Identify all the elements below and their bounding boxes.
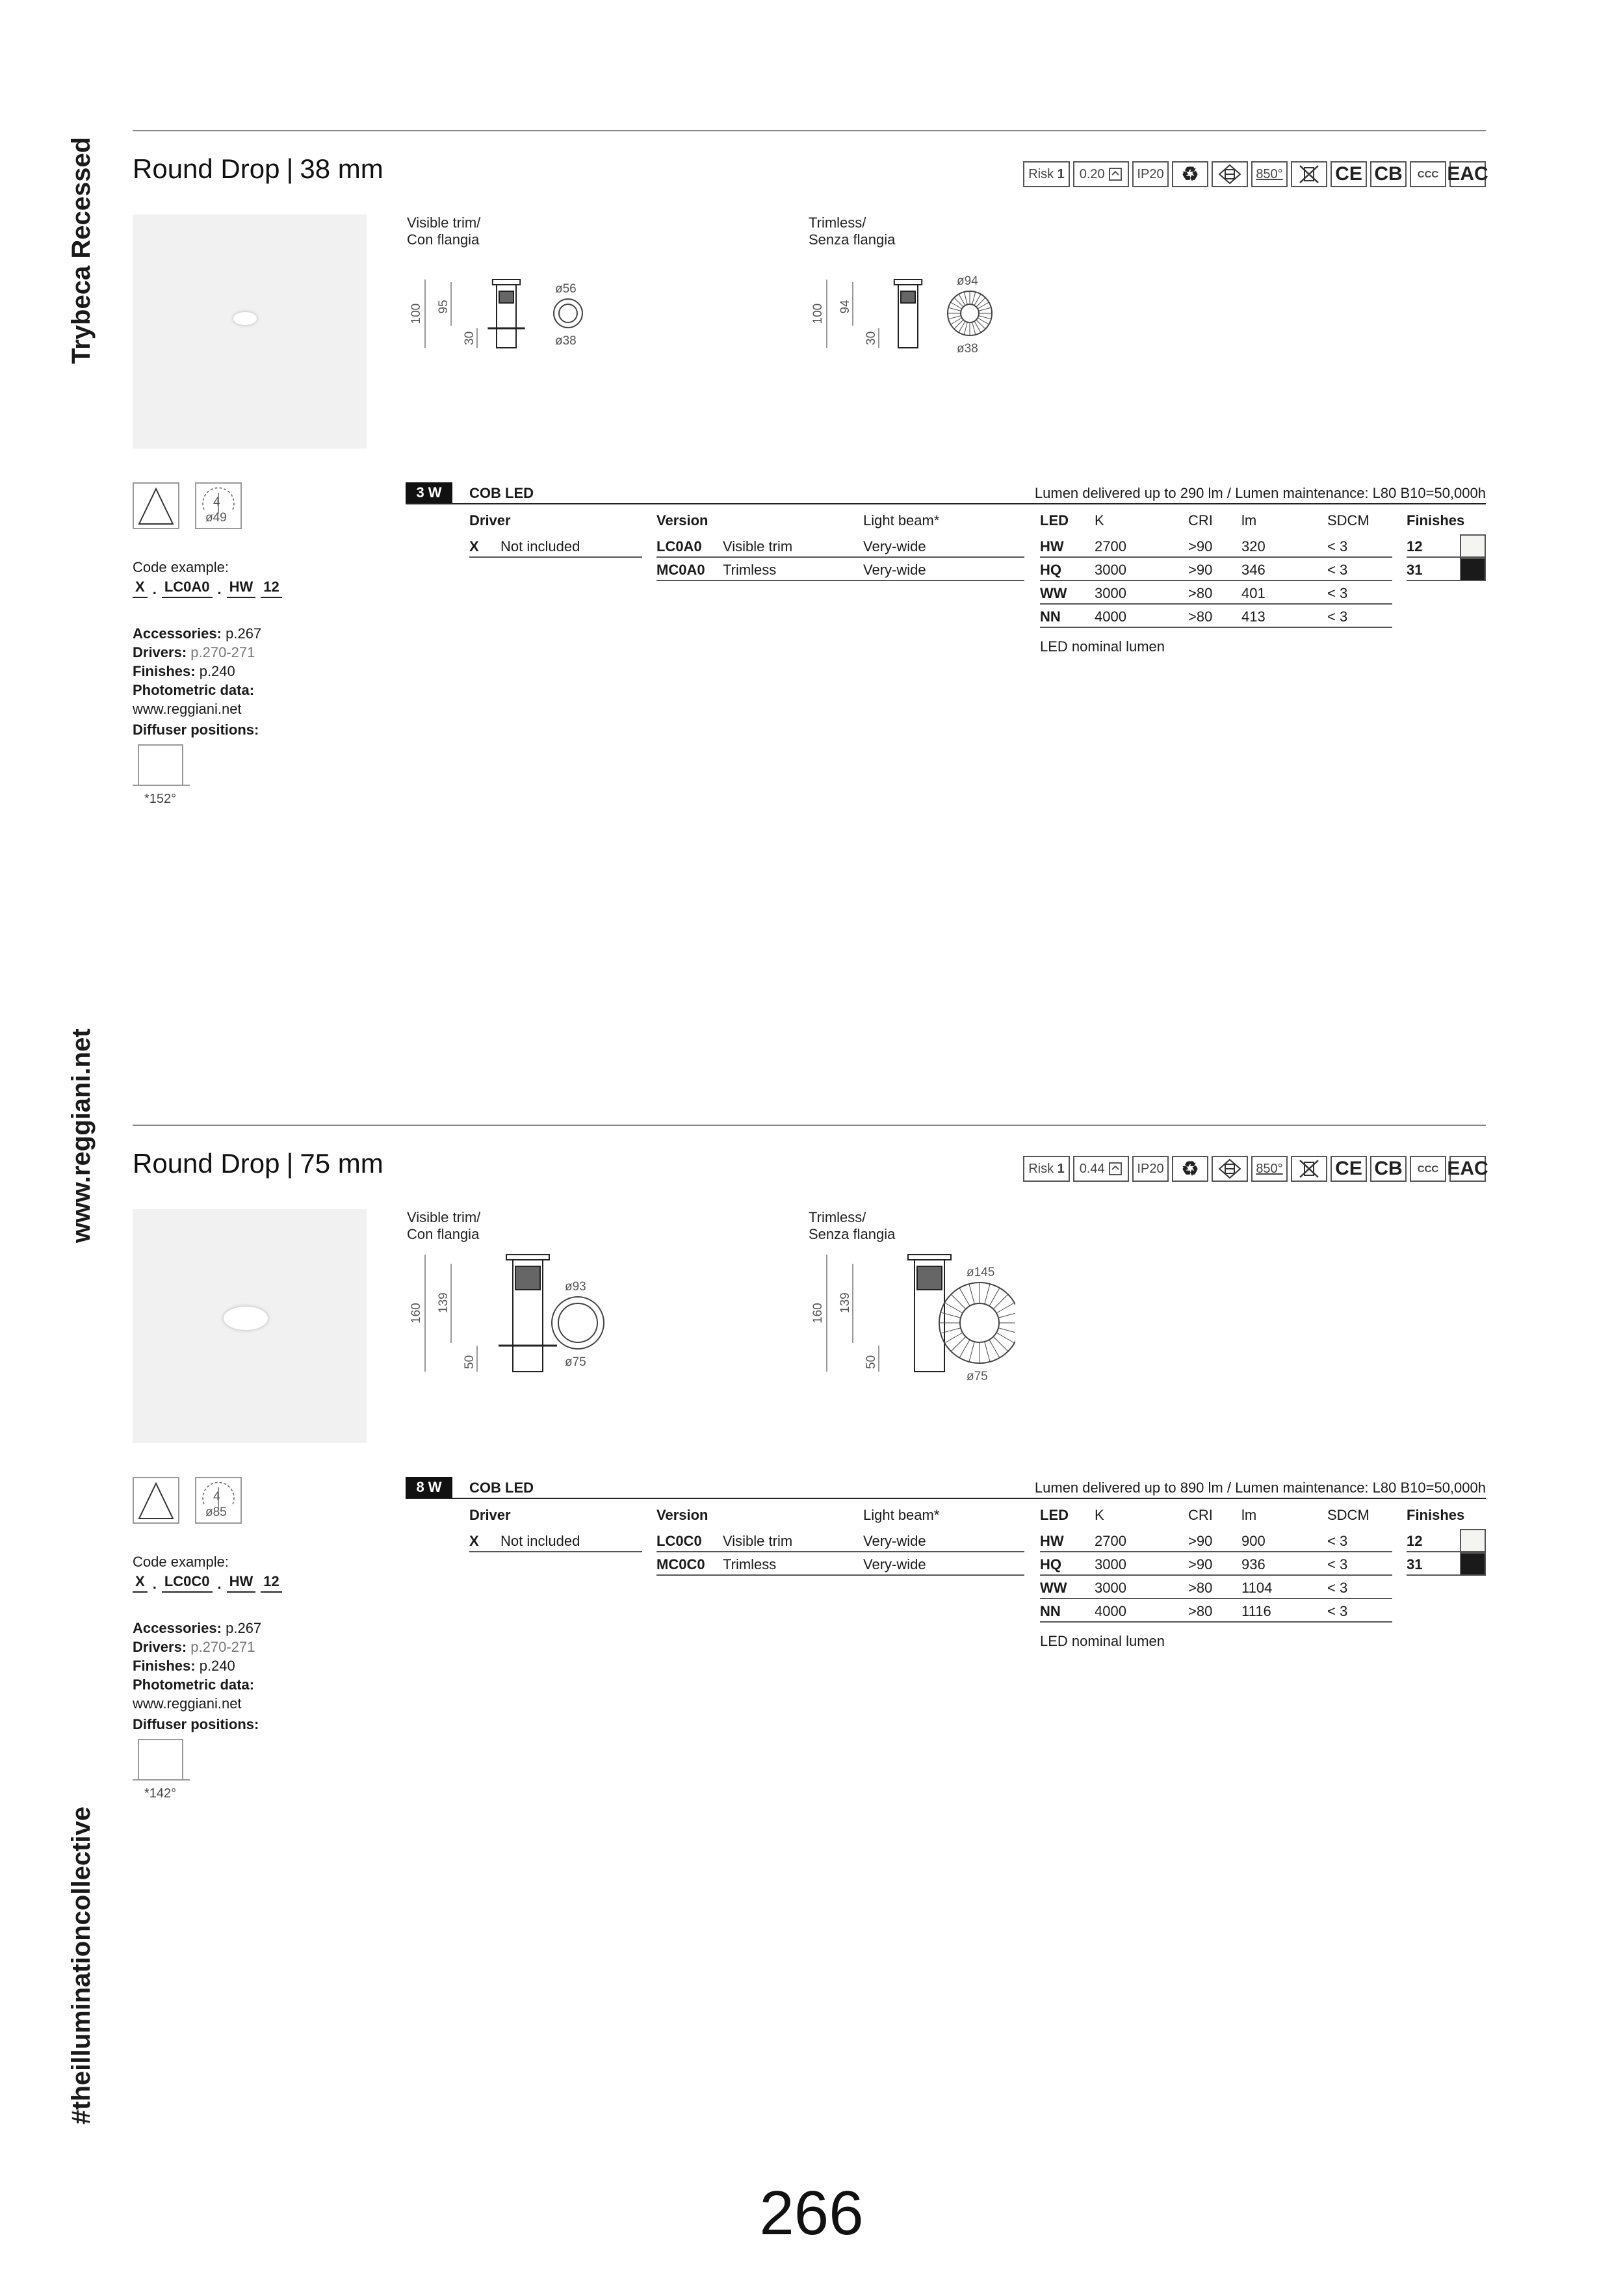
sdcm-header: SDCM — [1327, 512, 1370, 528]
ip-rating-icon: IP20 — [1132, 161, 1169, 187]
height-total: 160 — [811, 1303, 825, 1324]
sdcm: < 3 — [1327, 1556, 1348, 1572]
led-code: HW — [1040, 538, 1064, 554]
trimless-label: Trimless/ Senza flangia — [809, 215, 896, 248]
led-type: COB LED — [469, 485, 534, 501]
side-section-title: Trybeca Recessed — [67, 137, 96, 364]
kelvin: 3000 — [1095, 585, 1126, 601]
fixture-side-view — [487, 280, 525, 348]
cri: >90 — [1188, 1556, 1213, 1572]
version-code: MC0C0 — [656, 1556, 705, 1572]
product-block — [133, 130, 1486, 910]
fixture-front-view — [552, 1297, 604, 1349]
references — [133, 1619, 261, 1713]
driver-label: Not included — [500, 538, 580, 554]
table-row — [1040, 1576, 1392, 1599]
side-hashtag: #theilluminationcollective — [67, 1806, 96, 2124]
code-example-label: Code example: — [133, 559, 229, 575]
product-photo — [133, 215, 367, 449]
cri: >80 — [1188, 1603, 1213, 1619]
diameter-outer: ø56 — [555, 282, 577, 296]
code-finish: 12 — [261, 1573, 281, 1593]
cri: >80 — [1188, 585, 1213, 601]
kelvin-header: K — [1095, 512, 1104, 528]
fixture-side-view — [894, 280, 922, 348]
light-beam-header: Light beam* — [863, 512, 940, 528]
lumen-header: lm — [1241, 1507, 1257, 1523]
kelvin: 3000 — [1095, 562, 1126, 578]
finish-code: 12 — [1407, 1533, 1423, 1549]
height-body: 139 — [437, 1292, 450, 1313]
visible-trim-label: Visible trim/ Con flangia — [407, 1209, 481, 1242]
finish-code: 31 — [1407, 1556, 1423, 1572]
diffuser-angle: *152° — [144, 792, 177, 806]
version-label: Trimless — [723, 562, 777, 578]
kelvin: 2700 — [1095, 1533, 1126, 1549]
code-finish: 12 — [261, 579, 281, 598]
version-beam: Very-wide — [863, 1533, 926, 1549]
product-title — [133, 153, 383, 185]
led-header: LED — [1040, 1507, 1069, 1523]
ccc-mark-icon: CCC — [1410, 161, 1446, 187]
diameter-cutout: ø75 — [565, 1355, 586, 1369]
page-number: 266 — [759, 2178, 864, 2248]
table-row — [1040, 534, 1392, 558]
sdcm: < 3 — [1327, 608, 1348, 625]
finish-swatch-black[interactable] — [1460, 1552, 1486, 1576]
height-trim: 50 — [864, 1355, 878, 1369]
code-driver: X — [133, 579, 148, 598]
driver-code: X — [469, 1533, 479, 1549]
ref-drivers[interactable]: Drivers: p.270-271 — [133, 1639, 255, 1655]
finish-swatch-white[interactable] — [1460, 1529, 1486, 1552]
ref-accessories[interactable]: Accessories: p.267 — [133, 1620, 262, 1636]
lumen-header: lm — [1241, 512, 1257, 528]
risk-group-icon: Risk 1 — [1023, 161, 1070, 187]
version-label: Trimless — [723, 1556, 777, 1572]
table-row — [1040, 605, 1392, 628]
ccc-mark-icon: CCC — [1410, 1156, 1446, 1182]
code-version: LC0A0 — [162, 579, 213, 598]
version-header: Version — [656, 1507, 708, 1523]
code-dot: . — [152, 581, 157, 597]
table-row — [469, 1529, 642, 1552]
trimless-drawing — [801, 1235, 1015, 1424]
ref-drivers[interactable]: Drivers: p.270-271 — [133, 644, 255, 660]
product-block — [133, 1125, 1486, 1905]
finishes-header: Finishes — [1407, 1507, 1465, 1523]
min-distance-icon: 0.44 — [1073, 1156, 1129, 1182]
lumen: 413 — [1241, 608, 1266, 625]
diameter-outer: ø93 — [565, 1280, 586, 1294]
lumen: 1104 — [1241, 1580, 1273, 1596]
height-total: 100 — [811, 303, 825, 324]
cri: >80 — [1188, 608, 1213, 625]
cri: >90 — [1188, 562, 1213, 578]
led-nominal-note: LED nominal lumen — [1040, 638, 1165, 655]
recycle-icon: ♻ — [1172, 161, 1208, 187]
kelvin: 4000 — [1095, 608, 1126, 625]
beam-diameter-icon — [195, 1477, 242, 1524]
cri-header: CRI — [1188, 512, 1213, 528]
diameter-cutout: ø75 — [967, 1370, 988, 1383]
sdcm: < 3 — [1327, 1603, 1348, 1619]
version-beam: Very-wide — [863, 562, 926, 578]
cb-mark-icon: CB — [1370, 1156, 1407, 1182]
beam-diameter: ø49 — [205, 511, 227, 525]
height-body: 94 — [838, 300, 852, 314]
table-row — [469, 534, 642, 558]
led-type: COB LED — [469, 1480, 534, 1496]
code-driver: X — [133, 1573, 148, 1593]
diffuser-base — [133, 785, 190, 786]
led-code: WW — [1040, 585, 1067, 601]
fixture-front-view — [554, 299, 582, 328]
visible-trim-drawing — [399, 1235, 614, 1424]
side-website[interactable]: www.reggiani.net — [67, 1028, 96, 1243]
height-body: 95 — [437, 300, 450, 314]
ce-mark-icon: CE — [1331, 161, 1367, 187]
cri: >80 — [1188, 1580, 1213, 1596]
sdcm: < 3 — [1327, 1580, 1348, 1596]
product-photo — [133, 1209, 367, 1443]
finish-row[interactable] — [1407, 1529, 1486, 1552]
downlight-spot — [224, 1307, 268, 1330]
led-code: WW — [1040, 1580, 1067, 1596]
dimension-lines — [425, 1255, 477, 1372]
code-led: HW — [227, 579, 256, 598]
table-row — [656, 534, 1024, 558]
ref-website-link[interactable]: www.reggiani.net — [133, 701, 242, 717]
lumen-maintenance: Lumen delivered up to 290 lm / Lumen maintenance: L80 B10=50,000h — [1034, 485, 1486, 501]
diffuser-base — [133, 1779, 190, 1781]
title-separator: | — [286, 1148, 294, 1179]
risk-group-icon: Risk 1 — [1023, 1156, 1070, 1182]
optic-icon — [133, 1477, 179, 1524]
beam-number: 4 — [213, 495, 220, 509]
version-label: Visible trim — [723, 538, 793, 554]
diffuser-positions-label: Diffuser positions: — [133, 1716, 259, 1732]
class-ii-icon — [1212, 1156, 1248, 1182]
cri-header: CRI — [1188, 1507, 1213, 1523]
kelvin: 3000 — [1095, 1580, 1126, 1596]
led-code: NN — [1040, 608, 1061, 625]
code-example — [133, 1573, 282, 1593]
ref-finishes[interactable]: Finishes: p.240 — [133, 1658, 235, 1674]
driver-code: X — [469, 538, 479, 554]
power-badge: 8 W — [406, 1477, 452, 1498]
led-code: NN — [1040, 1603, 1061, 1619]
cri: >90 — [1188, 538, 1213, 554]
visible-trim-label: Visible trim/ Con flangia — [407, 215, 481, 248]
title-separator: | — [286, 153, 294, 184]
kelvin: 4000 — [1095, 1603, 1126, 1619]
height-trim: 50 — [463, 1355, 476, 1369]
height-total: 160 — [409, 1303, 423, 1324]
beam-diameter-icon — [195, 482, 242, 529]
diffuser-icon — [138, 744, 183, 785]
sdcm: < 3 — [1327, 562, 1348, 578]
led-code: HQ — [1040, 1556, 1061, 1572]
led-code: HW — [1040, 1533, 1064, 1549]
downlight-spot — [233, 312, 257, 325]
glow-wire-icon: 850° — [1251, 1156, 1288, 1182]
dimension-lines — [827, 1255, 879, 1372]
finishes-header: Finishes — [1407, 512, 1465, 528]
table-row — [656, 1552, 1024, 1576]
version-header: Version — [656, 512, 708, 528]
version-label: Visible trim — [723, 1533, 793, 1549]
diameter-cutout: ø38 — [555, 334, 577, 348]
version-beam: Very-wide — [863, 538, 926, 554]
code-dot: . — [217, 1576, 222, 1592]
trimless-drawing — [801, 241, 1015, 429]
code-dot: . — [152, 1576, 157, 1592]
led-nominal-note: LED nominal lumen — [1040, 1633, 1165, 1649]
product-size: 75 mm — [300, 1148, 383, 1179]
fixture-front-view — [948, 291, 992, 335]
code-example-label: Code example: — [133, 1554, 229, 1570]
finish-code: 12 — [1407, 538, 1423, 554]
min-distance-icon: 0.20 — [1073, 161, 1129, 187]
kelvin: 3000 — [1095, 1556, 1126, 1572]
height-total: 100 — [409, 303, 423, 324]
fixture-side-view — [499, 1255, 557, 1372]
kelvin: 2700 — [1095, 538, 1126, 554]
ref-accessories[interactable]: Accessories: p.267 — [133, 625, 262, 642]
class-ii-icon — [1212, 161, 1248, 187]
diffuser-angle: *142° — [144, 1786, 177, 1801]
finish-swatch-white[interactable] — [1460, 534, 1486, 558]
lumen: 346 — [1241, 562, 1266, 578]
table-row — [1040, 1529, 1392, 1552]
diameter-outer: ø94 — [957, 274, 978, 288]
sdcm-header: SDCM — [1327, 1507, 1370, 1523]
certification-icons — [1023, 161, 1486, 187]
section-rule — [133, 130, 1486, 131]
product-title — [133, 1148, 383, 1179]
ce-mark-icon: CE — [1331, 1156, 1367, 1182]
lumen: 401 — [1241, 585, 1266, 601]
finish-row[interactable] — [1407, 1552, 1486, 1576]
driver-label: Not included — [500, 1533, 580, 1549]
diameter-cutout: ø38 — [957, 342, 978, 356]
version-beam: Very-wide — [863, 1556, 926, 1572]
sdcm: < 3 — [1327, 1533, 1348, 1549]
height-trim: 30 — [463, 331, 476, 345]
weee-bin-icon — [1291, 161, 1327, 187]
finish-swatch-black[interactable] — [1460, 558, 1486, 581]
lumen: 900 — [1241, 1533, 1266, 1549]
beam-number: 4 — [213, 1490, 220, 1504]
code-dot: . — [217, 581, 222, 597]
driver-header: Driver — [469, 512, 511, 528]
lumen: 1116 — [1241, 1603, 1271, 1619]
sdcm: < 3 — [1327, 538, 1348, 554]
spec-header — [406, 482, 1486, 504]
finish-row[interactable] — [1407, 534, 1486, 558]
kelvin-header: K — [1095, 1507, 1104, 1523]
product-name: Round Drop — [133, 1148, 280, 1179]
led-code: HQ — [1040, 562, 1061, 578]
fixture-side-view — [908, 1255, 951, 1372]
glow-wire-icon: 850° — [1251, 161, 1288, 187]
eac-mark-icon: EAC — [1449, 1156, 1486, 1182]
code-example — [133, 579, 282, 598]
code-led: HW — [227, 1573, 256, 1593]
product-name: Round Drop — [133, 153, 280, 184]
version-code: LC0A0 — [656, 538, 702, 554]
spec-header — [406, 1477, 1486, 1499]
finish-row[interactable] — [1407, 558, 1486, 581]
lumen-maintenance: Lumen delivered up to 890 lm / Lumen maintenance: L80 B10=50,000h — [1034, 1480, 1486, 1496]
lumen: 320 — [1241, 538, 1266, 554]
diffuser-icon — [138, 1739, 183, 1779]
ref-photometric: Photometric data: — [133, 1676, 255, 1693]
table-row — [656, 558, 1024, 581]
led-header: LED — [1040, 512, 1069, 528]
recycle-icon: ♻ — [1172, 1156, 1208, 1182]
version-code: MC0A0 — [656, 562, 705, 578]
visible-trim-drawing — [399, 241, 614, 429]
power-badge: 3 W — [406, 482, 452, 503]
trimless-label: Trimless/ Senza flangia — [809, 1209, 896, 1242]
light-beam-header: Light beam* — [863, 1507, 940, 1523]
eac-mark-icon: EAC — [1449, 161, 1486, 187]
table-row — [656, 1529, 1024, 1552]
weee-bin-icon — [1291, 1156, 1327, 1182]
fixture-front-view — [939, 1283, 1015, 1363]
cb-mark-icon: CB — [1370, 161, 1407, 187]
height-trim: 30 — [864, 331, 878, 345]
cri: >90 — [1188, 1533, 1213, 1549]
table-row — [1040, 1599, 1392, 1623]
certification-icons — [1023, 1156, 1486, 1182]
references — [133, 624, 261, 718]
table-row — [1040, 1552, 1392, 1576]
beam-diameter: ø85 — [205, 1506, 227, 1519]
version-code: LC0C0 — [656, 1533, 702, 1549]
height-body: 139 — [838, 1292, 852, 1313]
driver-header: Driver — [469, 1507, 511, 1523]
table-row — [1040, 558, 1392, 581]
diameter-outer: ø145 — [967, 1266, 995, 1279]
ref-website-link[interactable]: www.reggiani.net — [133, 1695, 242, 1712]
ref-finishes[interactable]: Finishes: p.240 — [133, 663, 235, 679]
product-size: 38 mm — [300, 153, 383, 184]
sdcm: < 3 — [1327, 585, 1348, 601]
finish-code: 31 — [1407, 562, 1423, 578]
section-rule — [133, 1125, 1486, 1126]
code-version: LC0C0 — [162, 1573, 213, 1593]
ref-photometric: Photometric data: — [133, 682, 255, 698]
lumen: 936 — [1241, 1556, 1266, 1572]
table-row — [1040, 581, 1392, 605]
diffuser-positions-label: Diffuser positions: — [133, 722, 259, 738]
ip-rating-icon: IP20 — [1132, 1156, 1169, 1182]
optic-icon — [133, 482, 179, 529]
